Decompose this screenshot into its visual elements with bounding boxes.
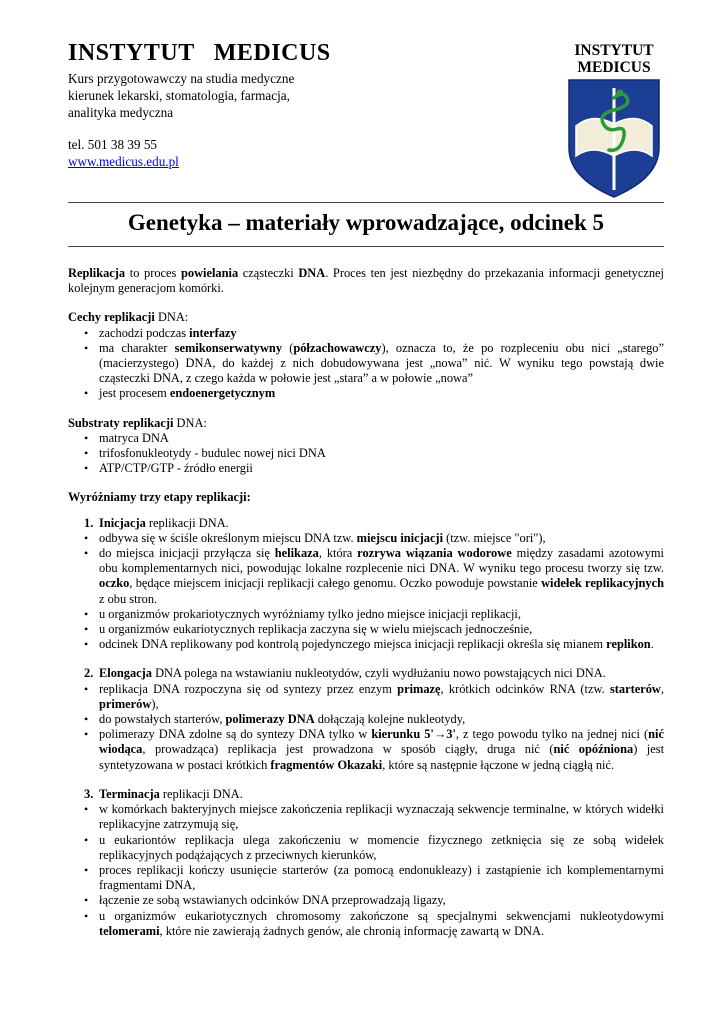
list-item: • replikacja DNA rozpoczyna się od syntezy przez enzym primazę, krótkich odcinków RNA (tzw. starterów, primerów), bbox=[68, 682, 664, 712]
institute-title: INSTYTUT MEDICUS bbox=[68, 40, 331, 66]
list-item: • zachodzi podczas interfazy bbox=[68, 326, 664, 341]
substraty-heading: Substraty replikacji DNA: bbox=[68, 415, 207, 430]
list-item: • odbywa się w ściśle określonym miejscu DNA tzw. miejscu inicjacji (tzw. miejsce "ori"), bbox=[68, 531, 664, 546]
phone-number: tel. 501 38 39 55 bbox=[68, 137, 158, 152]
subtitle-line: kierunek lekarski, stomatologia, farmacja, bbox=[68, 88, 290, 103]
list-item: • odcinek DNA replikowany pod kontrolą pojedynczego miejsca inicjacji replikacji określa się mianem replikon. bbox=[68, 637, 664, 652]
list-item: • matryca DNA bbox=[68, 431, 664, 446]
list-item: • u organizmów prokariotycznych wyróżniamy tylko jedno miejsce inicjacji replikacji, bbox=[68, 607, 664, 622]
snake-head-icon bbox=[617, 90, 624, 97]
etapy-heading: Wyróżniamy trzy etapy replikacji: bbox=[68, 490, 251, 505]
list-item: • ATP/CTP/GTP - źródło energii bbox=[68, 461, 664, 476]
header-divider bbox=[68, 202, 664, 203]
title-divider bbox=[68, 246, 664, 247]
list-item: • ma charakter semikonserwatywny (półzachowawczy), oznacza to, że po rozpleceniu obu nici „starego” (macierzystego) DNA, do każdej z nich dobudowywana jest „nowa” nić. W wyniku tego powstają dwie cząsteczki DNA, z czego każda w połowie jest „stara” a w połowie „nowa” bbox=[68, 341, 664, 387]
cechy-list bbox=[68, 326, 664, 402]
logo-text-line: MEDICUS bbox=[577, 59, 651, 76]
document-body bbox=[68, 266, 664, 939]
stage1-list bbox=[68, 531, 664, 653]
intro-paragraph: Replikacja to proces powielania cząsteczki DNA. Proces ten jest niezbędny do przekazania informacji genetycznej kolejnym generacjom komórki. bbox=[68, 266, 664, 296]
list-item: • polimerazy DNA zdolne są do syntezy DNA tylko w kierunku 5'→3', z tego powodu tylko na jednej nici (nić wiodąca, prowadząca) replikacja jest prowadzona w sposób ciągły, druga nić (nić opóźniona) jest syntetyzowana w postaci krótkich fragmentów Okazaki, które są następnie łączone w jedną ciągłą nić. bbox=[68, 727, 664, 773]
subtitle-line: Kurs przygotowawczy na studia medyczne bbox=[68, 71, 295, 86]
substraty-list bbox=[68, 431, 664, 477]
stage1-heading: 1. Inicjacja replikacji DNA. bbox=[84, 515, 229, 530]
list-item: • jest procesem endoenergetycznym bbox=[68, 386, 664, 401]
contact-block bbox=[68, 136, 179, 170]
list-item: • trifosfonukleotydy - budulec nowej nici DNA bbox=[68, 446, 664, 461]
stage2-list bbox=[68, 682, 664, 773]
cechy-heading: Cechy replikacji DNA: bbox=[68, 310, 189, 325]
document-title: Genetyka – materiały wprowadzające, odcinek 5 bbox=[127, 210, 605, 235]
list-item: • w komórkach bakteryjnych miejsce zakończenia replikacji wyznaczają sekwencje terminalne, w których widełki replikacyjne zatrzymują się, bbox=[68, 802, 664, 832]
intro-term: Replikacja bbox=[68, 266, 126, 280]
stage3-heading: 3. Terminacja replikacji DNA. bbox=[84, 786, 243, 801]
list-item: • łączenie ze sobą wstawianych odcinków DNA przeprowadzają ligazy, bbox=[68, 893, 664, 908]
list-item: • do miejsca inicjacji przyłącza się helikaza, która rozrywa wiązania wodorowe między zasadami azotowymi obu komplementarnych nici, powodując lokalne rozplecenie nici DNA. W wyniku tego procesu tworzy się tzw. oczko, będące miejscem inicjacji replikacji całego genomu. Oczko powoduje powstanie widełek replikacyjnych z obu stron. bbox=[68, 546, 664, 607]
list-item: • u organizmów eukariotycznych chromosomy zakończone są specjalnymi sekwencjami nukleotydowymi telomerami, które nie zawierają żadnych genów, ale chronią informację zawartą w DNA. bbox=[68, 909, 664, 939]
list-item: • do powstałych starterów, polimerazy DNA dołączają kolejne nukleotydy, bbox=[68, 712, 664, 727]
logo-text-line: INSTYTUT bbox=[574, 42, 654, 59]
subtitle-line: analityka medyczna bbox=[68, 105, 174, 120]
list-item: • u organizmów eukariotycznych replikacja zaczyna się w wielu miejscach jednocześnie, bbox=[68, 622, 664, 637]
stage2-heading: 2. Elongacja DNA polega na wstawianiu nukleotydów, czyli wydłużaniu nowo powstających nici DNA. bbox=[84, 666, 606, 681]
stage3-list bbox=[68, 802, 664, 939]
institute-subtitle bbox=[68, 70, 294, 121]
list-item: • u eukariontów replikacja ulega zakończeniu w momencie fizycznego zetknięcia się ze sobą widełek replikacyjnych podążających z przeciwnych kierunków, bbox=[68, 833, 664, 863]
website-link[interactable]: www.medicus.edu.pl bbox=[68, 154, 179, 169]
list-item: • proces replikacji kończy usunięcie starterów (za pomocą endonukleazy) i zastąpienie ich komplementarnymi fragmentami DNA, bbox=[68, 863, 664, 893]
medicus-logo bbox=[563, 40, 665, 200]
